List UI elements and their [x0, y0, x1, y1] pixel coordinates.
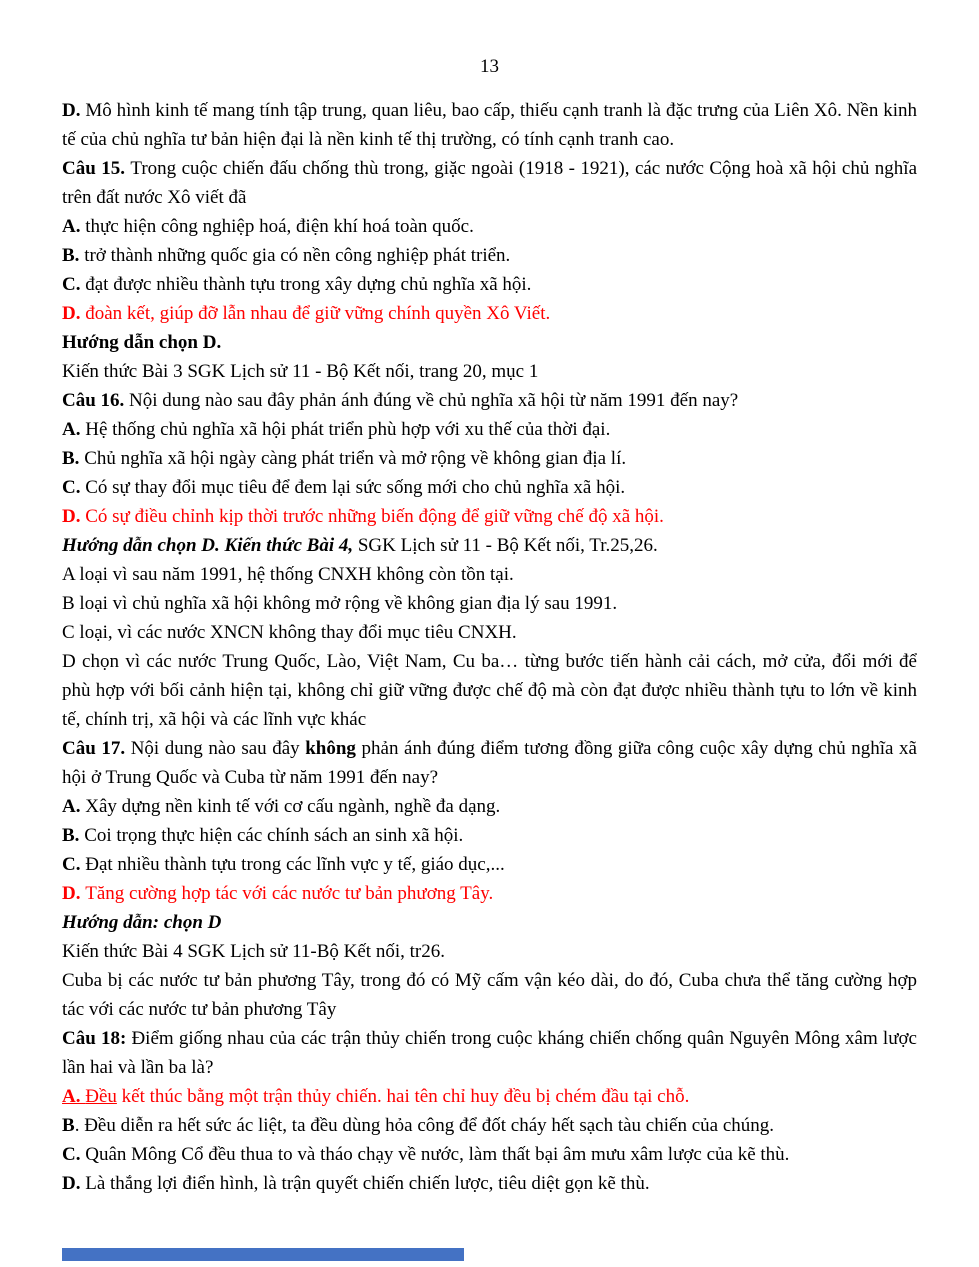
page-number: 13: [480, 56, 499, 77]
option-18-c: C. Quân Mông Cổ đều thua to và tháo chạy về nước, làm thất bại âm mưu xâm lược của kẽ thù.: [62, 1144, 790, 1165]
question-17-line-1: Câu 17. Nội dung nào sau đây không phản ánh đúng điểm tương đồng giữa công cuộc xây dựng chủ nghĩa xã: [62, 738, 917, 759]
option-17-d-correct: D. Tăng cường hợp tác với các nước tư bản phương Tây.: [62, 883, 494, 904]
option-15-c: C. đạt được nhiều thành tựu trong xây dựng chủ nghĩa xã hội.: [62, 274, 532, 295]
option-17-c: C. Đạt nhiều thành tựu trong các lĩnh vực y tế, giáo dục,...: [62, 854, 505, 875]
question-15-line-2: trên đất nước Xô viết đã: [62, 187, 247, 208]
reference-17: Kiến thức Bài 4 SGK Lịch sử 11-Bộ Kết nối, tr26.: [62, 941, 445, 962]
question-18-line-1: Câu 18: Điểm giống nhau của các trận thủy chiến trong cuộc kháng chiến chống quân Nguyên Mông xâm lược: [62, 1028, 917, 1049]
option-17-b: B. Coi trọng thực hiện các chính sách an sinh xã hội.: [62, 825, 464, 846]
option-16-d-correct: D. Có sự điều chỉnh kịp thời trước những biến động để giữ vững chế độ xã hội.: [62, 506, 664, 527]
document-lines: [62, 96, 917, 1198]
explanation-prev-d-line-2: tế của chủ nghĩa tư bản hiện đại là nền kinh tế thị trường, có tính cạnh tranh cao.: [62, 129, 675, 150]
option-16-a: A. Hệ thống chủ nghĩa xã hội phát triển phù hợp với xu thế của thời đại.: [62, 419, 611, 440]
option-16-b: B. Chủ nghĩa xã hội ngày càng phát triển và mở rộng về không gian địa lí.: [62, 448, 627, 469]
question-18-line-2: lần hai và lần ba là?: [62, 1057, 214, 1078]
option-17-a: A. Xây dựng nền kinh tế với cơ cấu ngành, nghề đa dạng.: [62, 796, 501, 817]
explanation-16-d-line-2: phù hợp với bối cảnh hiện tại, không chỉ giữ vững được chế độ mà còn đạt được nhiều thành tựu to lớn về kinh: [62, 680, 917, 701]
explanation-16-b: B loại vì chủ nghĩa xã hội không mở rộng về không gian địa lý sau 1991.: [62, 593, 618, 614]
explanation-16-a: A loại vì sau năm 1991, hệ thống CNXH không còn tồn tại.: [62, 564, 514, 585]
option-18-a-correct: A. Đều kết thúc bằng một trận thủy chiến. hai tên chỉ huy đều bị chém đầu tại chỗ.: [62, 1086, 690, 1107]
explanation-16-c: C loại, vì các nước XNCN không thay đổi mục tiêu CNXH.: [62, 622, 517, 643]
option-16-c: C. Có sự thay đổi mục tiêu để đem lại sức sống mới cho chủ nghĩa xã hội.: [62, 477, 626, 498]
explanation-17-line-1: Cuba bị các nước tư bản phương Tây, trong đó có Mỹ cấm vận kéo dài, do đó, Cuba chưa thể tăng cường hợp: [62, 970, 917, 991]
option-15-d-correct: D. đoàn kết, giúp đỡ lẫn nhau để giữ vững chính quyền Xô Viết.: [62, 303, 551, 324]
option-18-b: B. Đều diễn ra hết sức ác liệt, ta đều dùng hỏa công để đốt cháy hết sạch tàu chiến của chúng.: [62, 1115, 775, 1136]
explanation-16-d-line-1: D chọn vì các nước Trung Quốc, Lào, Việt Nam, Cu ba… từng bước tiến hành cải cách, mở cửa, đổi mới để: [62, 651, 917, 672]
explanation-16-d-line-3: tế, chính trị, xã hội và các lĩnh vực khác: [62, 709, 367, 730]
explanation-17-line-2: tác với các nước tư bản phương Tây: [62, 999, 337, 1020]
guide-15: Hướng dẫn chọn D.: [62, 332, 222, 353]
reference-15: Kiến thức Bài 3 SGK Lịch sử 11 - Bộ Kết nối, trang 20, mục 1: [62, 361, 539, 382]
guide-16: Hướng dẫn chọn D. Kiến thức Bài 4, SGK Lịch sử 11 - Bộ Kết nối, Tr.25,26.: [62, 535, 658, 556]
question-17-line-2: hội ở Trung Quốc và Cuba từ năm 1991 đến nay?: [62, 767, 439, 788]
question-16: Câu 16. Nội dung nào sau đây phản ánh đúng về chủ nghĩa xã hội từ năm 1991 đến nay?: [62, 390, 739, 411]
option-15-a: A. thực hiện công nghiệp hoá, điện khí hoá toàn quốc.: [62, 216, 474, 237]
bottom-blue-bar: [62, 1248, 464, 1261]
option-15-b: B. trở thành những quốc gia có nền công nghiệp phát triển.: [62, 245, 511, 266]
question-15-line-1: Câu 15. Trong cuộc chiến đấu chống thù trong, giặc ngoài (1918 - 1921), các nước Cộng hoà xã hội chủ nghĩa: [62, 158, 917, 179]
explanation-prev-d-line-1: D. Mô hình kinh tế mang tính tập trung, quan liêu, bao cấp, thiếu cạnh tranh là đặc trưng của Liên Xô. Nền kinh: [62, 100, 917, 121]
guide-17: Hướng dẫn: chọn D: [62, 912, 222, 933]
option-18-d: D. Là thắng lợi điển hình, là trận quyết chiến chiến lược, tiêu diệt gọn kẽ thù.: [62, 1173, 650, 1194]
